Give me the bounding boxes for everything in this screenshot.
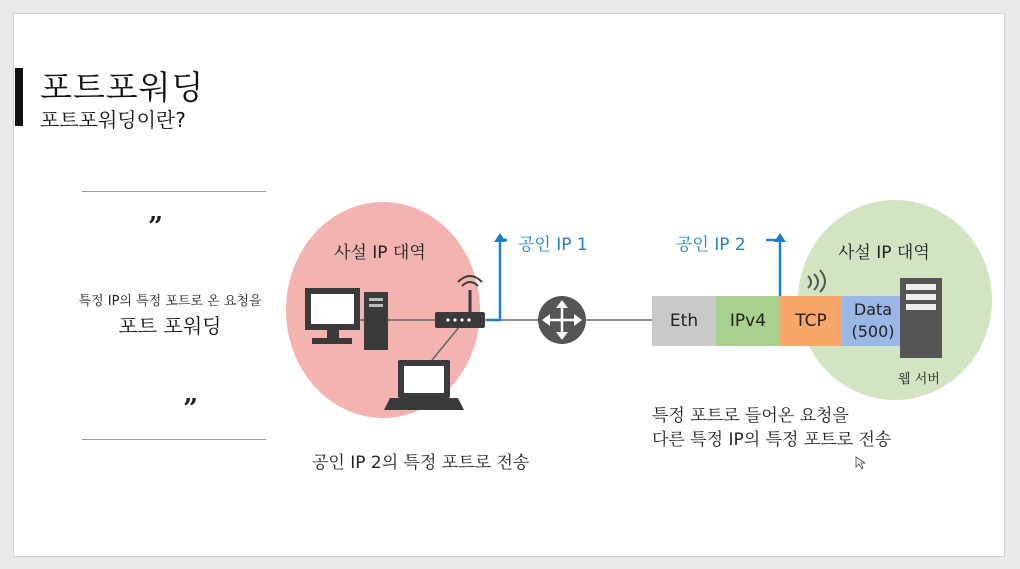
- mouse-cursor-icon: [856, 457, 865, 469]
- public-ip-2-arrow: [766, 233, 786, 298]
- quote-bottom-divider: [82, 439, 266, 440]
- right-network-label: 사설 IP 대역: [838, 243, 930, 263]
- page-subtitle: 포트포워딩이란?: [40, 108, 186, 132]
- page-title: 포트포워딩: [40, 68, 205, 107]
- internet-router-icon: [538, 296, 586, 344]
- public-ip-1-label: 공인 IP 1: [518, 235, 588, 255]
- web-server-label: 웹 서버: [898, 372, 940, 387]
- quote-open-mark: ”: [148, 212, 163, 242]
- quote-top-divider: [82, 191, 266, 192]
- public-ip-1-arrow: [487, 233, 507, 320]
- quote-line-1: 특정 IP의 특정 포트로 온 요청을: [78, 294, 262, 309]
- desktop-computer-icon: [305, 288, 388, 350]
- web-server-icon: [900, 278, 942, 358]
- quote-line-2: 포트 포워딩: [118, 314, 222, 338]
- quote-close-mark: ”: [183, 394, 198, 424]
- left-network-label: 사설 IP 대역: [334, 243, 426, 263]
- public-ip-2-label: 공인 IP 2: [676, 235, 746, 255]
- title-accent-bar: [15, 68, 23, 126]
- packet-label-tcp: TCP: [795, 311, 827, 331]
- packet-label-data: Data (500): [851, 300, 895, 341]
- right-caption-line-1: 특정 포트로 들어온 요청을: [652, 406, 849, 426]
- right-caption-line-2: 다른 특정 IP의 특정 포트로 전송: [652, 430, 892, 450]
- packet-label-ipv4: IPv4: [729, 311, 767, 331]
- left-network-caption: 공인 IP 2의 특정 포트로 전송: [312, 453, 530, 473]
- packet-label-eth: Eth: [669, 311, 699, 331]
